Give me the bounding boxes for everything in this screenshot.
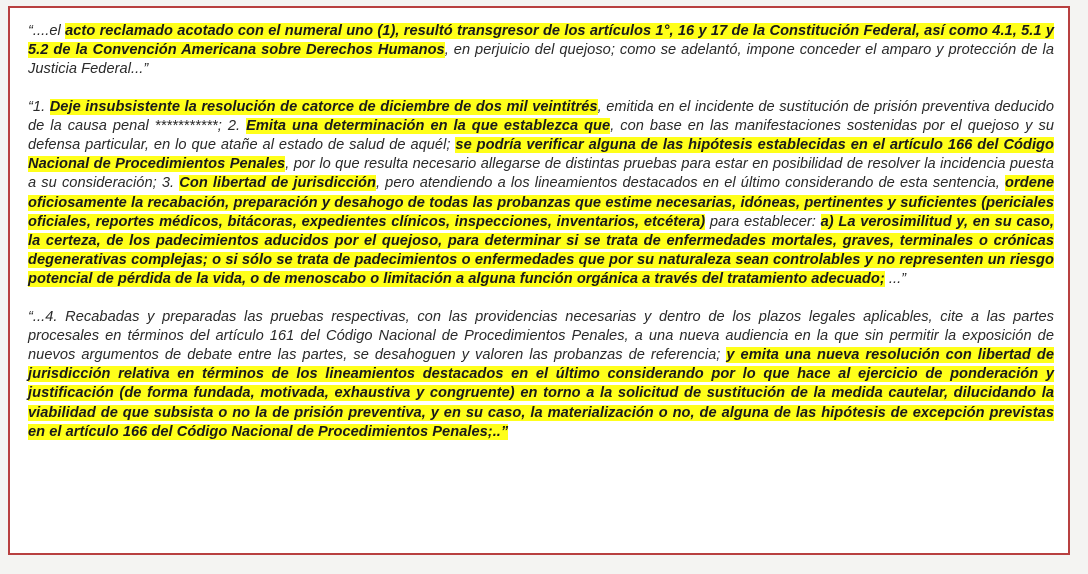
text-segment: , pero atendiendo a los lineamientos destacados en el último considerando de esta sentencia, (375, 175, 1006, 192)
highlighted-segment: se podría verificar alguna de las hipótesis establecidas en el artículo 166 del Código Nacional de Procedimientos Penales (28, 137, 1054, 173)
text-segment: “1. (28, 98, 50, 115)
text-segment: , por lo que resulta necesario allegarse de distintas pruebas para estar en posibilidad de resolver la incidencia puesta a su consideración; 3. (28, 156, 1054, 192)
highlighted-segment: a) La verosimilitud y, en su caso, la certeza, de los padecimientos aducidos por el quejoso, para determinar si se trata de enfermedades mortales, graves, terminales o crónicas degenerativas complejas; o si sólo se trata de padecimientos o enfermedades que por su naturaleza sean controlables y no representen un riesgo potencial de pérdida de la vida, o de menoscabo o limitación a alguna función orgánica a través del tratamiento adecuado; (28, 213, 1055, 288)
highlighted-segment: Emita una determinación en la que establezca que (246, 117, 611, 134)
highlighted-segment: ordene oficiosamente la recabación, preparación y desahogo de todas las probanzas que estime necesarias, idóneas, pertinentes y suficientes (periciales oficiales, reportes médicos, bitácoras, expedientes clínicos, inspecciones, inventarios, etcétera) (28, 175, 1054, 230)
highlighted-segment: Con libertad de jurisdicción (179, 175, 376, 192)
highlighted-segment: acto reclamado acotado con el numeral uno (1), resultó transgresor de los artículos 1°, 16 y 17 de la Constitución Federal, así como 4.1, 5.1 y 5.2 de la Convención Americana sobre Derechos Humanos (28, 23, 1054, 59)
text-segment: “...4. Recabadas y preparadas las pruebas respectivas, con las providencias necesarias y dentro de los plazos legales aplicables, cite a las partes procesales en términos del artículo 161 del Código Nacional de Procedimientos Penales, a una nueva audiencia en la que sin permitir la exposición de nuevos argumentos de debate entre las partes, se desahoguen y valoren las probanzas de referencia; (28, 308, 1054, 364)
quote-paragraph-3 (28, 308, 1054, 442)
quote-frame (8, 6, 1070, 555)
text-segment: ...” (884, 271, 907, 288)
quote-paragraph-1 (28, 22, 1054, 80)
text-segment: , con base en las manifestaciones sostenidas por el quejoso y su defensa particular, en lo que atañe al estado de salud de aquél; (28, 117, 1055, 154)
text-segment: para establecer: (705, 213, 821, 230)
highlighted-segment: y emita una nueva resolución con libertad de jurisdicción relativa en términos de los lineamientos destacados en el último considerando por lo que hace al ejercicio de ponderación y justificación (de forma fundada, motivada, exhaustiva y congruente) en torno a la solicitud de sustitución de la medida cautelar, dilucidando la viabilidad de que subsista o no la de prisión preventiva, y en su caso, la materialización o no, de alguna de las hipótesis de excepción previstas en el artículo 166 del Código Nacional de Procedimientos Penales;..” (28, 347, 1054, 440)
text-segment: , en perjuicio del quejoso; como se adelantó, impone conceder el amparo y protección de la Justicia Federal...” (28, 42, 1054, 78)
text-segment: , emitida en el incidente de sustitución de prisión preventiva deducido de la causa penal ***********; 2. (28, 98, 1054, 134)
highlighted-segment: Deje insubsistente la resolución de catorce de diciembre de dos mil veintitrés (49, 98, 598, 115)
quote-paragraph-2 (28, 98, 1054, 290)
text-segment: “....el (28, 23, 66, 39)
